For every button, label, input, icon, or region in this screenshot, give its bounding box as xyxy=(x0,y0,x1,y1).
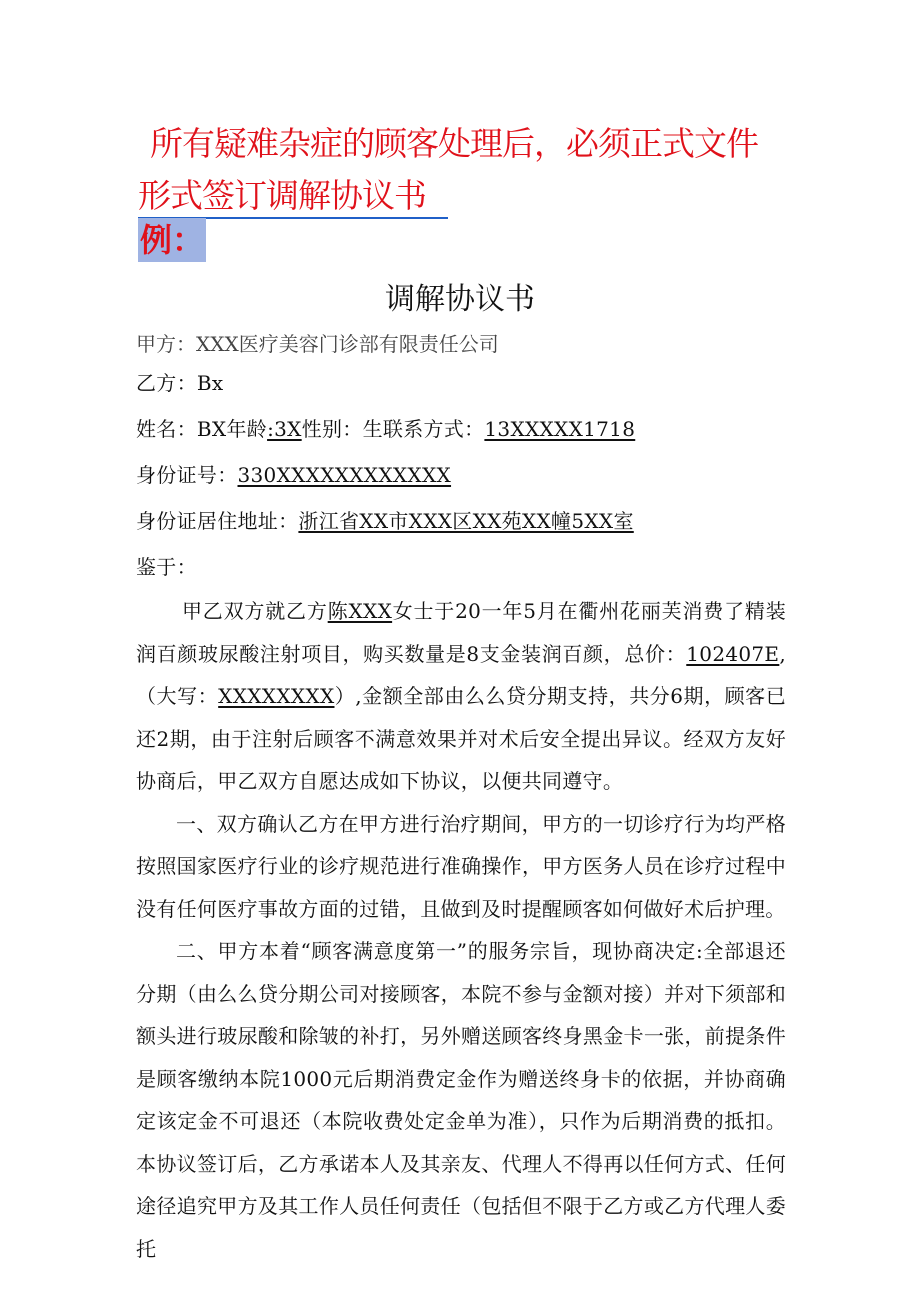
red-notice xyxy=(138,118,798,222)
party-a-line-clipped xyxy=(136,332,596,356)
gender-label: 性别： xyxy=(301,417,363,441)
age-value: :3X xyxy=(267,417,302,441)
party-b-line: 乙方：Bx xyxy=(136,371,224,395)
clause-2-paragraph: 二、甲方本着“顾客满意度第一”的服务宗旨，现协商决定:全部退还分期（由么么贷分期公司对接顾客，本院不参与金额对接）并对下须部和额头进行玻尿酸和除皱的补打，另外赠送顾客终身黑金卡一张，前提条件是顾客缴纳本院1000元后期消费定金作为赠送终身卡的依据，并协商确定该定金不可退还（本院收费处定金单为准），只作为后期消费的抵扣。本协议签订后，乙方承诺本人及其亲友、代理人不得再以任何方式、任何途径追究甲方及其工作人员任何责任（包括但不限于乙方或乙方代理人委托 xyxy=(136,939,786,1261)
example-label: 例： xyxy=(138,218,206,262)
id-number-value: 330XXXXXXXXXXXX xyxy=(237,463,452,487)
notice-line-2: 形式签订调解协议书 xyxy=(138,175,448,219)
whereas-heading: 鉴于： xyxy=(136,555,197,579)
address-line xyxy=(136,498,786,544)
notice-line-1: 所有疑难杂症的顾客处理后，必须正式文件 xyxy=(150,124,758,163)
gender-value: 生 xyxy=(362,417,383,441)
name-label: 姓名： xyxy=(136,417,197,441)
contact-value: 13XXXXX1718 xyxy=(484,417,636,441)
address-label: 身份证居住地址： xyxy=(136,509,299,533)
intro-part-1: 甲乙双方就乙方 xyxy=(182,599,328,623)
intro-paragraph xyxy=(136,590,786,803)
intro-part-3: ,（大写： xyxy=(136,641,786,708)
id-number-label: 身份证号： xyxy=(136,463,238,487)
document-title: 调解协议书 xyxy=(385,282,535,317)
customer-name: 陈XXX xyxy=(327,599,393,623)
id-number-line xyxy=(136,452,786,498)
name-value: BX xyxy=(196,417,227,441)
total-amount: 102407E xyxy=(686,641,780,666)
age-label: 年龄 xyxy=(226,417,268,441)
party-a-text: 甲方：XXX医疗美容门诊部有限责任公司 xyxy=(136,332,499,356)
address-value: 浙江省XX市XXX区XX苑XX幢5XX室 xyxy=(298,509,634,533)
clause-1-paragraph: 一、双方确认乙方在甲方进行治疗期间，甲方的一切诊疗行为均严格按照国家医疗行业的诊疗规范进行准确操作，甲方医务人员在诊疗过程中没有任何医疗事故方面的过错，且做到及时提醒顾客如何做好术后护理。 xyxy=(136,811,786,921)
total-amount-caps: XXXXXXXX xyxy=(218,684,335,708)
personal-info-line xyxy=(136,406,786,452)
intro-part-2: 女士于20一年5月在衢州花丽芙消费了精装润百颜玻尿酸注射项目，购买数量是8支金装润百颜，总价： xyxy=(136,599,786,666)
contact-label: 联系方式： xyxy=(382,417,485,441)
document-body xyxy=(136,360,786,1270)
intro-part-4: ）,金额全部由么么贷分期支持，共分6期，顾客已还2期，由于注射后顾客不满意效果并对术后安全提出异议。经双方友好协商后，甲乙双方自愿达成如下协议，以便共同遵守。 xyxy=(136,684,787,793)
